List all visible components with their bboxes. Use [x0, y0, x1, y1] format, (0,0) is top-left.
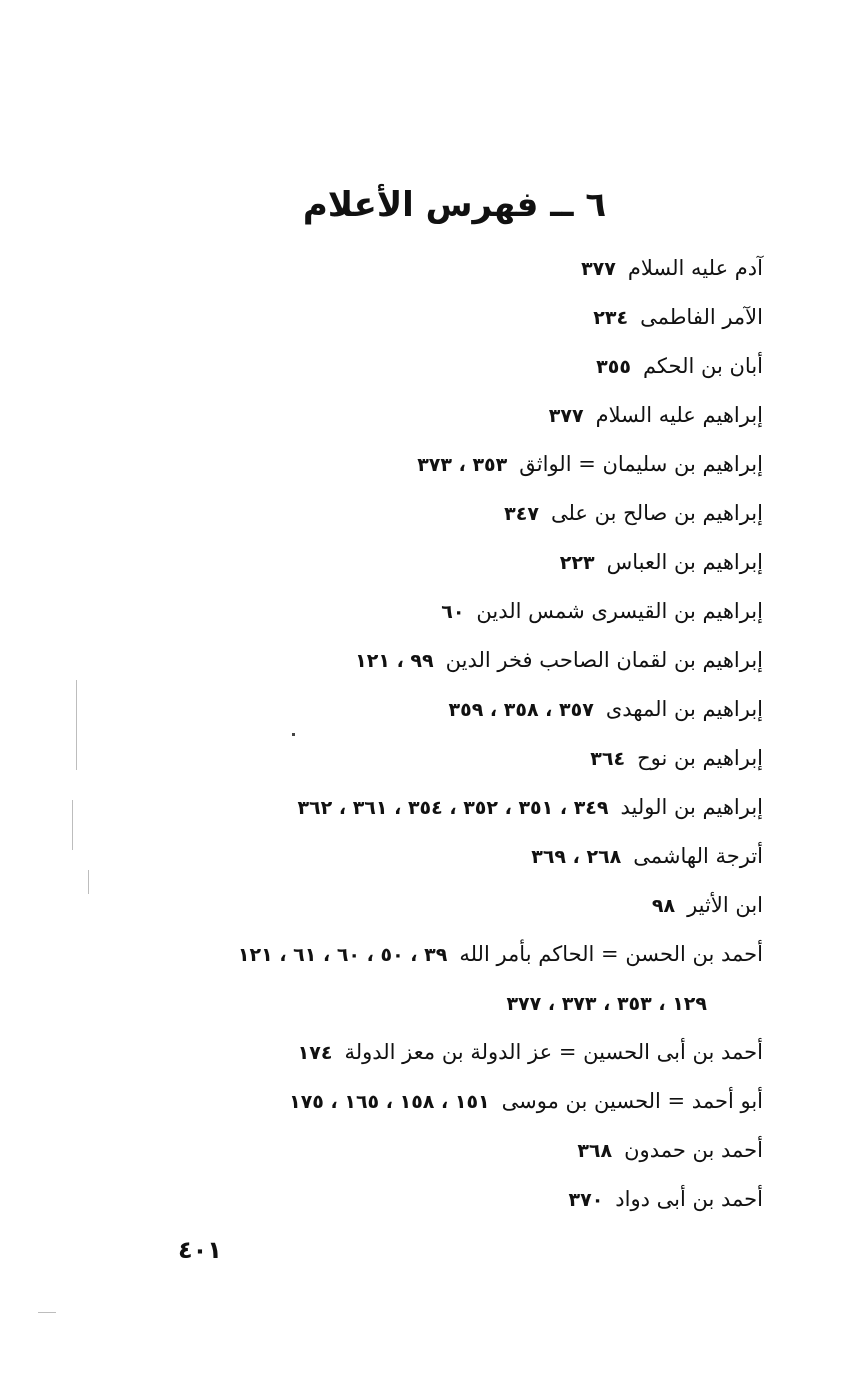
entry-pages: ٣٧٧	[581, 258, 616, 280]
index-entries	[123, 244, 763, 1224]
index-entry	[123, 783, 763, 832]
index-entry	[123, 244, 763, 293]
entry-name: الآمر الفاطمى	[640, 305, 763, 329]
entry-pages: ٢٦٨ ، ٣٦٩	[531, 846, 622, 868]
index-entry	[123, 293, 763, 342]
entry-pages: ٩٨	[651, 895, 676, 917]
index-entry	[123, 489, 763, 538]
index-entry	[123, 685, 763, 734]
entry-pages: ١٥١ ، ١٥٨ ، ١٦٥ ، ١٧٥	[289, 1091, 490, 1113]
entry-pages: ٢٢٣	[559, 552, 595, 574]
index-entry	[123, 1175, 763, 1224]
index-entry	[123, 391, 763, 440]
index-entry	[123, 636, 763, 685]
entry-pages: ٣٦٤	[590, 748, 626, 770]
index-entry	[123, 930, 763, 979]
index-entry	[123, 440, 763, 489]
scan-speck	[88, 870, 89, 894]
entry-name: إبراهيم بن المهدى	[605, 697, 763, 721]
scan-speck	[292, 733, 295, 736]
entry-pages: ٣٧٠	[568, 1189, 604, 1211]
entry-pages: ١٢٩ ، ٣٥٣ ، ٣٧٣ ، ٣٧٧	[506, 993, 707, 1015]
entry-name: إبراهيم بن صالح بن على	[550, 501, 763, 525]
entry-name: آدم عليه السلام	[627, 256, 763, 280]
entry-pages: ٣٥٥	[596, 356, 631, 378]
index-entry	[123, 587, 763, 636]
entry-name: أحمد بن أبى دواد	[615, 1187, 763, 1211]
index-entry	[123, 832, 763, 881]
index-entry	[123, 734, 763, 783]
entry-pages: ٢٣٤	[593, 307, 629, 329]
scan-speck	[76, 680, 77, 770]
entry-name: إبراهيم بن نوح	[637, 746, 763, 770]
entry-pages: ٦٠	[441, 601, 465, 623]
index-entry	[123, 342, 763, 391]
index-title: ٦ ــ فهرس الأعلام	[302, 185, 607, 225]
entry-pages: ٣٩ ، ٥٠ ، ٦٠ ، ٦١ ، ١٢١	[237, 944, 448, 966]
entry-pages: ١٧٤	[297, 1042, 333, 1064]
entry-name: أبان بن الحكم	[642, 354, 763, 378]
entry-name: إبراهيم بن الوليد	[620, 795, 763, 819]
entry-name: إبراهيم بن القيسرى شمس الدين	[476, 599, 763, 623]
index-entry-continuation	[123, 979, 763, 1028]
entry-name: ابن الأثير	[687, 893, 763, 917]
entry-name: إبراهيم بن سليمان = الواثق	[519, 452, 763, 476]
page-number: ٤٠١	[178, 1236, 222, 1264]
entry-name: أحمد بن حمدون	[624, 1138, 763, 1162]
entry-name: أحمد بن الحسن = الحاكم بأمر الله	[459, 942, 763, 966]
index-entry	[123, 881, 763, 930]
index-entry	[123, 1077, 763, 1126]
entry-pages: ٣٦٨	[577, 1140, 613, 1162]
entry-name: إبراهيم بن لقمان الصاحب فخر الدين	[445, 648, 763, 672]
entry-pages: ٩٩ ، ١٢١	[355, 650, 434, 672]
scan-speck	[72, 800, 73, 850]
entry-pages: ٣٧٧	[548, 405, 584, 427]
index-entry	[123, 538, 763, 587]
entry-pages: ٣٤٩ ، ٣٥١ ، ٣٥٢ ، ٣٥٤ ، ٣٦١ ، ٣٦٢	[297, 797, 609, 819]
index-entry	[123, 1126, 763, 1175]
entry-pages: ٣٥٧ ، ٣٥٨ ، ٣٥٩	[448, 699, 594, 721]
entry-name: إبراهيم بن العباس	[606, 550, 763, 574]
entry-name: أترجة الهاشمى	[633, 844, 763, 868]
entry-name: أحمد بن أبى الحسين = عز الدولة بن معز الدولة	[344, 1040, 763, 1064]
entry-pages: ٣٤٧	[504, 503, 539, 525]
entry-name: إبراهيم عليه السلام	[595, 403, 763, 427]
scan-speck	[38, 1312, 56, 1313]
entry-name: أبو أحمد = الحسين بن موسى	[501, 1089, 763, 1113]
index-entry	[123, 1028, 763, 1077]
entry-pages: ٣٥٣ ، ٣٧٣	[417, 454, 508, 476]
